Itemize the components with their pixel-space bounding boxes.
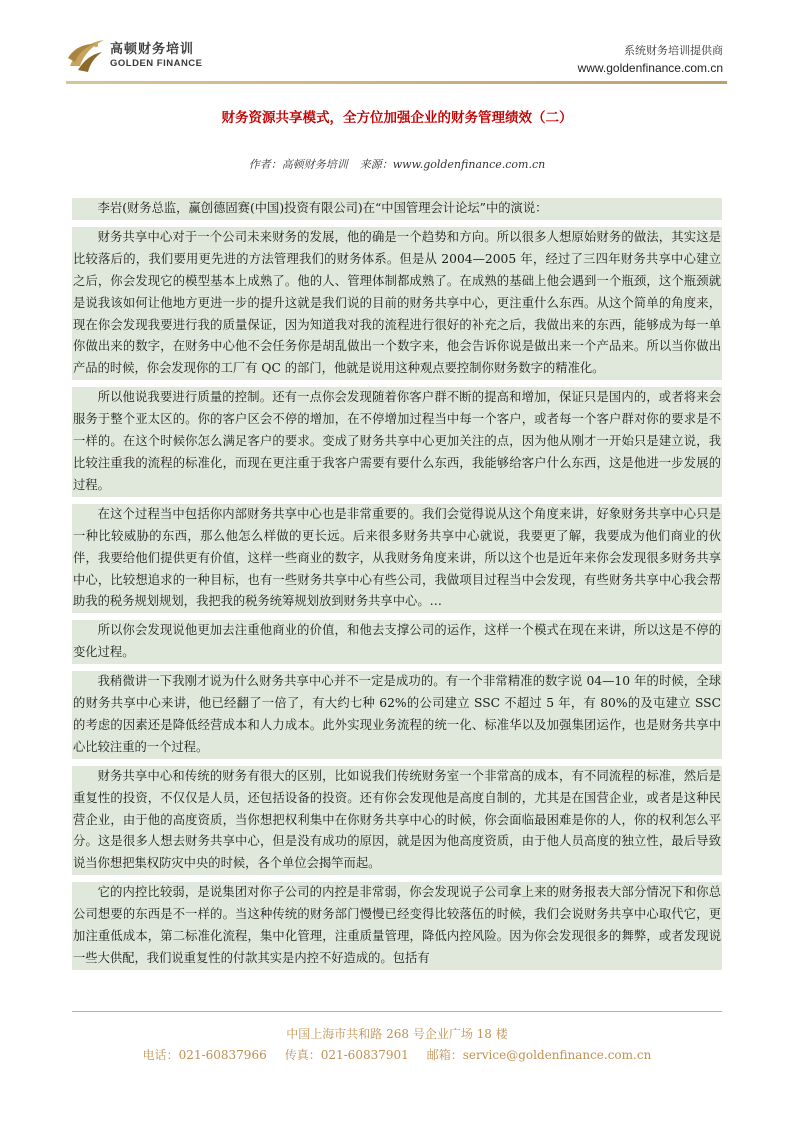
footer-email[interactable]: 邮箱：service@goldenfinance.com.cn: [426, 1048, 652, 1062]
article-title: 财务资源共享模式，全方位加强企业的财务管理绩效（二）: [221, 110, 573, 126]
paragraph: 李岩(财务总监，赢创德固赛(中国)投资有限公司)在“中国管理会计论坛”中的演说：: [72, 198, 722, 220]
header-contact: [578, 42, 723, 77]
footer-phone: 电话：021-60837966: [142, 1048, 267, 1062]
paragraph: 财务共享中心和传统的财务有很大的区别，比如说我们传统财务室一个非常高的成本，有不同流程的标准，然后是重复性的投资，不仅仅是人员，还包括设备的投资。还有你会发现他是高度自制的，尤其是在国营企业，或者是这种民营企业，由于他的高度资质，当你想把权利集中在你财务共享中心的时候，你会面临最困难是你的人，你的权利怎么平分。这是很多人想去财务共享中心，但是没有成功的原因，就是因为他高度资质，由于他人员高度的独立性，最后导致说当你想把集权防灾中央的时候，各个单位会揭竿而起。: [72, 766, 722, 876]
article-body: [72, 198, 722, 977]
footer-address: 中国上海市共和路 268 号企业广场 18 楼: [286, 1027, 508, 1041]
byline-source: 来源：www.goldenfinance.com.cn: [359, 158, 546, 171]
paragraph: 财务共享中心对于一个公司未来财务的发展，他的确是一个趋势和方向。所以很多人想原始财务的做法，其实这是比较落后的，我们要用更先进的方法管理我们的财务体系。但是从 2004—2005 年，经过了三四年财务共享中心建立之后，你会发现它的模型基本上成熟了。他的人、管理体制都成熟了。在成熟的基础上他会遇到一个瓶颈，这个瓶颈就是说我该如何让他地方更进一步的提升这就是我们说的目前的财务共享中心，更注重什么东西。从这个简单的角度来，现在你会发现我要进行我的质量保证，因为知道我对我的流程进行很好的补充之后，我做出来的东西，能够成为每一单你做出来的数字，在财务中心他不会任务你是胡乱做出一个数字来，他会告诉你说是做出来一个产品来。所以当你做出产品的时候，你会发现你的工厂有 QC 的部门，他就是说用这种观点要控制你财务数字的精准化。: [72, 227, 722, 380]
footer-fax: 传真：021-60837901: [284, 1048, 409, 1062]
paragraph: 在这个过程当中包括你内部财务共享中心也是非常重要的。我们会觉得说从这个角度来讲，好象财务共享中心只是一种比较威胁的东西，那么他怎么样做的更长远。后来很多财务共享中心就说，我要更了解，我要成为他们商业的伙伴，我要给他们提供更有价值，这样一些商业的数字，从我财务角度来讲，所以这个也是近年来你会发现很多财务共享中心，比较想追求的一种目标，也有一些财务共享中心有些公司，我做项目过程当中会发现，有些财务共享中心我会帮助我的税务规划规划，我把我的税务统筹规划放到财务共享中心。…: [72, 504, 722, 614]
header-website-link[interactable]: www.goldenfinance.com.cn: [577, 61, 723, 75]
golden-finance-logo-icon: [66, 36, 106, 74]
logo-chinese-name: 高顿财务培训: [110, 42, 195, 57]
footer-divider: [72, 1011, 722, 1012]
byline-author: 作者：高顿财务培训: [248, 158, 348, 171]
article-byline: [0, 156, 794, 172]
footer-contacts: [0, 1045, 794, 1066]
paragraph: 所以你会发现说他更加去注重他商业的价值，和他去支撑公司的运作，这样一个模式在现在来讲，所以这是不停的变化过程。: [72, 620, 722, 664]
paragraph: 它的内控比较弱，是说集团对你子公司的内控是非常弱，你会发现说子公司拿上来的财务报表大部分情况下和你总公司想要的东西是不一样的。当这种传统的财务部门慢慢已经变得比较落伍的时候，我们会说财务共享中心取代它，更加注重低成本，第二标准化流程，集中化管理，注重质量管理，降低内控风险。因为你会发现很多的舞弊，或者发现说一些大供配，我们说重复性的付款其实是内控不好造成的。包括有: [72, 882, 722, 970]
page-header: [0, 0, 794, 90]
header-tagline: 系统财务培训提供商: [624, 44, 723, 57]
logo-english-name: GOLDEN FINANCE: [110, 58, 203, 69]
page-footer: [0, 1024, 794, 1066]
paragraph: 所以他说我要进行质量的控制。还有一点你会发现随着你客户群不断的提高和增加，保证只是国内的，或者将来会服务于整个亚太区的。你的客户区会不停的增加，在不停增加过程当中每一个客户，或者每一个客户群对你的要求是不一样的。在这个时候你怎么满足客户的要求。变成了财务共享中心更加关注的点，因为他从刚才一开始只是建立说，我比较注重我的流程的标准化，而现在更注重于我客户需要有要什么东西，我能够给客户什么东西，这是他进一步发展的过程。: [72, 387, 722, 497]
company-logo: [66, 34, 216, 78]
header-divider: [66, 81, 727, 84]
paragraph: 我稍微讲一下我刚才说为什么财务共享中心并不一定是成功的。有一个非常精准的数字说 04—10 年的时候，全球的财务共享中心来讲，他已经翻了一倍了，有大约七种 62%的公司建立 SSC 不超过 5 年，有 80%的及屯建立 SSC 的考虑的因素还是降低经营成本和人力成本。此外实现业务流程的统一化、标准华以及加强集团运作，也是财务共享中心比较注重的一个过程。: [72, 671, 722, 759]
